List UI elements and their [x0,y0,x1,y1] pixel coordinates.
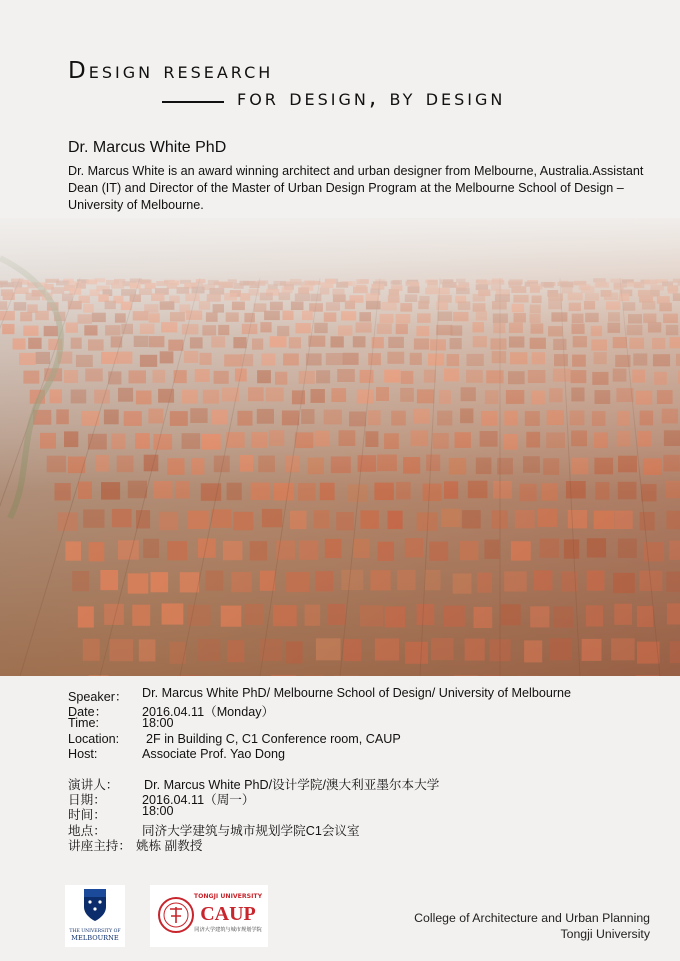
svg-text:TONGJI UNIVERSITY: TONGJI UNIVERSITY [193,893,263,900]
info-label: Speaker： [68,690,128,704]
info-label: 日期： [68,793,106,808]
info-label: Time: [68,716,100,731]
info-value: 2016.04.11（周一） [142,793,255,808]
title-line-1: Design research [68,58,274,84]
info-value: 姚栋 副教授 [136,838,203,853]
info-value: Associate Prof. Yao Dong [142,746,286,761]
footer-university: Tongji University [560,927,650,941]
info-value: 18:00 [142,716,174,731]
info-label: Date： [68,705,108,720]
footer-institution [414,910,650,942]
info-value: 2F in Building C, C1 Conference room, CAUP [146,731,401,746]
caup-logo [150,885,268,947]
title-dash [162,101,224,103]
info-label: Location: [68,731,120,746]
info-value: 2016.04.11（Monday） [142,705,275,720]
info-label: 讲座主持： [68,838,131,853]
info-label: 时间： [68,808,106,823]
info-value: 18:00 [142,804,174,819]
footer-college: College of Architecture and Urban Planning [414,911,650,925]
info-label: 演讲人： [68,778,119,792]
speaker-bio: Dr. Marcus White is an award winning architect and urban designer from Melbourne, Australia.Assistant Dean (IT) and Director of the Master of Urban Design Program at the Melbourne School of Design – University of Melbourne. [68,164,644,212]
svg-text:THE UNIVERSITY OF: THE UNIVERSITY OF [69,929,121,934]
svg-text:CAUP: CAUP [200,903,256,925]
melbourne-logo [65,885,125,947]
city-hero-image [0,218,680,676]
info-value: Dr. Marcus White PhD/设计学院/澳大利亚墨尔本大学 [144,778,440,792]
title-line-2: for design, by design [237,85,506,111]
info-value: 同济大学建筑与城市规划学院C1会议室 [142,823,360,838]
svg-text:同济大学建筑与城市规划学院: 同济大学建筑与城市规划学院 [194,927,262,933]
speaker-name: Dr. Marcus White PhD [68,139,227,156]
info-label: 地点： [68,823,106,838]
svg-text:MELBOURNE: MELBOURNE [71,934,119,942]
info-value: Dr. Marcus White PhD/ Melbourne School of Design/ University of Melbourne [142,686,572,700]
info-label: Host: [68,746,98,761]
